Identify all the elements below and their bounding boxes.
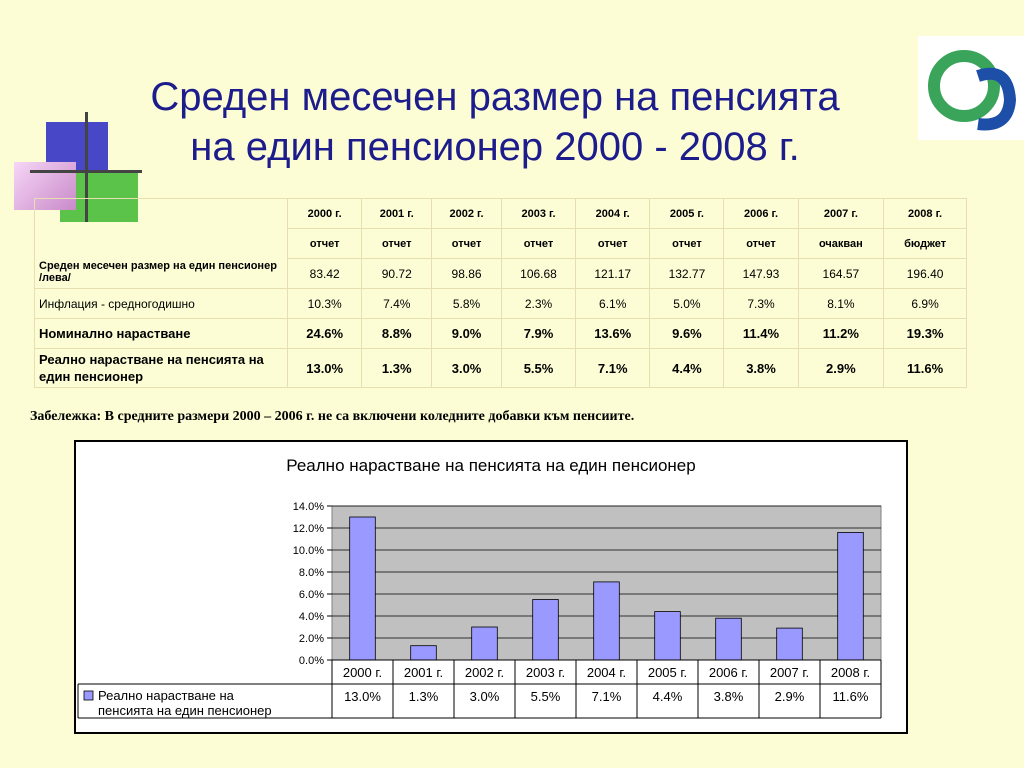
y-tick-label: 0.0% <box>298 655 324 667</box>
table-row-years <box>35 199 967 229</box>
bar <box>777 628 803 660</box>
status-cell: отчет <box>724 229 798 259</box>
value-cell: 83.42 <box>288 259 362 289</box>
value-cell: 121.17 <box>576 259 650 289</box>
value-cell: 7.3% <box>724 289 798 319</box>
value-cell: 11.2% <box>798 319 884 349</box>
status-cell: бюджет <box>884 229 967 259</box>
x-tick-label: 2003 г. <box>525 665 566 680</box>
x-tick-label: 2000 г. <box>342 665 383 680</box>
bar <box>411 646 437 660</box>
status-cell: отчет <box>362 229 432 259</box>
bar <box>594 582 620 660</box>
value-cell: 90.72 <box>362 259 432 289</box>
value-cell: 3.8% <box>724 349 798 388</box>
bar <box>533 600 559 661</box>
bar <box>655 612 681 660</box>
value-cell: 4.4% <box>650 349 724 388</box>
chart-container <box>74 440 908 734</box>
value-cell: 13.0% <box>288 349 362 388</box>
x-tick-label: 2005 г. <box>647 665 688 680</box>
y-tick-label: 10.0% <box>292 545 324 557</box>
data-label: 13.0% <box>344 689 381 704</box>
y-tick-label: 4.0% <box>298 611 324 623</box>
value-cell: 5.5% <box>501 349 575 388</box>
x-tick-label: 2002 г. <box>464 665 505 680</box>
value-cell: 10.3% <box>288 289 362 319</box>
table-row-nominal-growth <box>35 319 967 349</box>
data-label: 3.8% <box>713 689 744 704</box>
bar <box>838 532 864 660</box>
value-cell: 7.4% <box>362 289 432 319</box>
value-cell: 132.77 <box>650 259 724 289</box>
x-tick-label: 2008 г. <box>830 665 871 680</box>
value-cell: 2.9% <box>798 349 884 388</box>
legend-swatch <box>84 691 93 700</box>
data-label: 4.4% <box>652 689 683 704</box>
data-label: 2.9% <box>774 689 805 704</box>
value-cell: 106.68 <box>501 259 575 289</box>
data-label: 11.6% <box>832 689 869 704</box>
status-cell: отчет <box>432 229 502 259</box>
value-cell: 13.6% <box>576 319 650 349</box>
status-cell: отчет <box>501 229 575 259</box>
value-cell: 6.1% <box>576 289 650 319</box>
year-cell: 2000 г. <box>288 199 362 229</box>
row-label-nominal-growth: Номинално нарастване <box>35 319 288 349</box>
year-cell: 2008 г. <box>884 199 967 229</box>
value-cell: 1.3% <box>362 349 432 388</box>
year-cell: 2003 г. <box>501 199 575 229</box>
footnote: Забележка: В средните размери 2000 – 2006 г. не са включени коледните добавки към пенсиите. <box>30 409 635 424</box>
logo-icon <box>918 36 1024 140</box>
chart-title: Реално нарастване на пенсията на един пенсионер <box>286 456 696 475</box>
value-cell: 7.1% <box>576 349 650 388</box>
x-tick-label: 2004 г. <box>586 665 627 680</box>
value-cell: 3.0% <box>432 349 502 388</box>
y-tick-label: 2.0% <box>298 633 324 645</box>
legend-label-line-1: Реално нарастване на <box>98 688 234 703</box>
bar <box>350 517 376 660</box>
y-tick-label: 6.0% <box>298 589 324 601</box>
year-cell: 2005 г. <box>650 199 724 229</box>
value-cell: 6.9% <box>884 289 967 319</box>
value-cell: 5.0% <box>650 289 724 319</box>
year-cell: 2006 г. <box>724 199 798 229</box>
x-tick-label: 2006 г. <box>708 665 749 680</box>
bar-chart <box>76 442 906 732</box>
value-cell: 11.4% <box>724 319 798 349</box>
status-cell: отчет <box>576 229 650 259</box>
y-tick-label: 14.0% <box>292 501 324 513</box>
row-label-inflation: Инфлация - средногодишно <box>35 289 288 319</box>
y-tick-label: 12.0% <box>292 523 324 535</box>
value-cell: 164.57 <box>798 259 884 289</box>
data-label: 7.1% <box>591 689 622 704</box>
value-cell: 8.8% <box>362 319 432 349</box>
title-line-2: на един пенсионер 2000 - 2008 г. <box>190 125 800 169</box>
data-label: 3.0% <box>469 689 500 704</box>
page-title <box>95 72 895 172</box>
value-cell: 24.6% <box>288 319 362 349</box>
year-cell: 2004 г. <box>576 199 650 229</box>
bar <box>472 627 498 660</box>
value-cell: 147.93 <box>724 259 798 289</box>
value-cell: 7.9% <box>501 319 575 349</box>
value-cell: 11.6% <box>884 349 967 388</box>
year-cell: 2001 г. <box>362 199 432 229</box>
logo <box>918 36 1024 140</box>
value-cell: 9.0% <box>432 319 502 349</box>
value-cell: 98.86 <box>432 259 502 289</box>
status-cell: отчет <box>650 229 724 259</box>
data-label: 1.3% <box>408 689 439 704</box>
value-cell: 8.1% <box>798 289 884 319</box>
value-cell: 2.3% <box>501 289 575 319</box>
row-label-average-pension: Среден месечен размер на един пенсионер /лева/ <box>35 199 288 289</box>
table-row-real-growth <box>35 349 967 388</box>
pension-data-table <box>34 198 967 388</box>
bar <box>716 618 742 660</box>
title-line-1: Среден месечен размер на пенсията <box>150 75 840 119</box>
table-row-inflation <box>35 289 967 319</box>
year-cell: 2002 г. <box>432 199 502 229</box>
row-label-real-growth: Реално нарастване на пенсията на един пенсионер <box>35 349 288 388</box>
status-cell: очакван <box>798 229 884 259</box>
x-tick-label: 2001 г. <box>403 665 444 680</box>
value-cell: 196.40 <box>884 259 967 289</box>
value-cell: 5.8% <box>432 289 502 319</box>
data-label: 5.5% <box>530 689 561 704</box>
value-cell: 9.6% <box>650 319 724 349</box>
status-cell: отчет <box>288 229 362 259</box>
year-cell: 2007 г. <box>798 199 884 229</box>
value-cell: 19.3% <box>884 319 967 349</box>
y-tick-label: 8.0% <box>298 567 324 579</box>
legend-label-line-2: пенсията на един пенсионер <box>98 703 272 718</box>
x-tick-label: 2007 г. <box>769 665 810 680</box>
